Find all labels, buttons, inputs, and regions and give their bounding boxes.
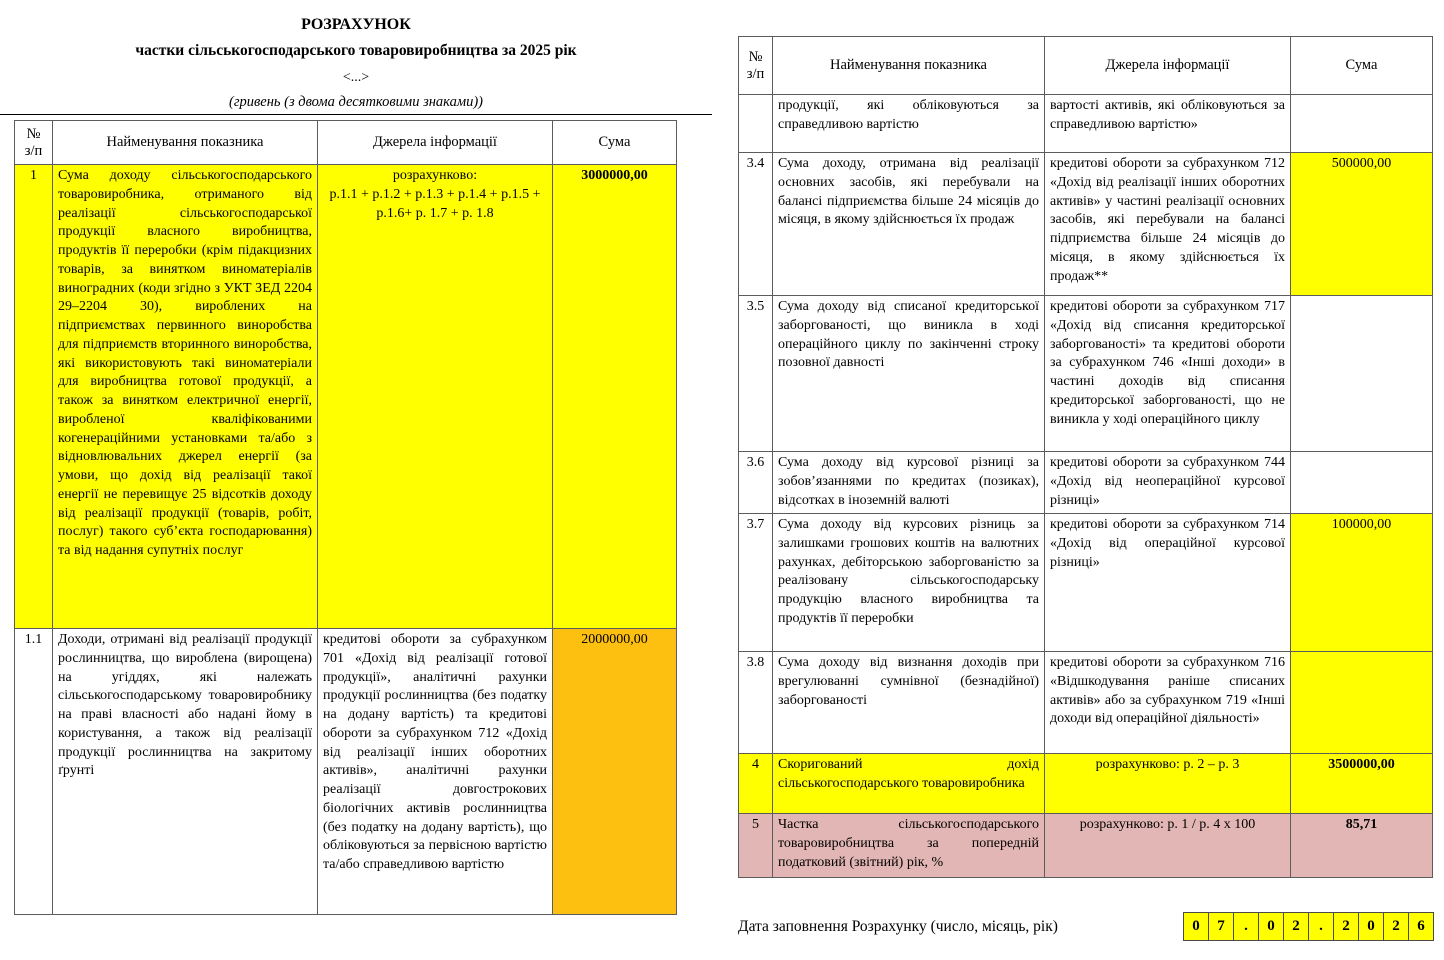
cell-name: Сума доходу, отримана від реалізації основних засобів, які перебували на балансі підприємства більше 24 місяців до місяця, в якому здійснюється їх продаж (773, 153, 1045, 296)
omitted-text-marker: <...> (342, 70, 370, 85)
table-row (15, 629, 677, 915)
cell-name: Скоригований дохід сільськогосподарського товаровиробника (773, 754, 1045, 814)
date-separator-box: . (1308, 912, 1334, 941)
source-label: розрахунково: (392, 168, 478, 183)
cell-num: 3.5 (739, 296, 773, 452)
cell-name: Сума доходу від визнання доходів при врегулюванні сумнівної (безнадійної) заборгованості (773, 652, 1045, 754)
cell-name: Сума доходу від курсових різниць за залишками грошових коштів на валютних рахунках, дебіторською заборгованістю за реалізовану сільськогосподарську продукцію власного виробництва та продуктів її переробки (773, 514, 1045, 652)
cell-name: Сума доходу сільськогосподарського товаровиробника, отриманого від реалізації сільськогосподарської продукції власного виробництва, продуктів її переробки (крім підакцизних товарів, за винятком виноматеріалів виноградних (коди згідно з УКТ ЗЕД 2204 29–2204 30), вироблених на підприємствах первинного виноробства для підприємств вторинного виноробства, які використовують такі виноматеріали для виробництва готової продукції, а також за винятком електричної енергії, виробленої кваліфікованими когенераційними установками та/або з відновлювальних джерел енергії (за умови, що дохід від реалізації такої енергії не перевищує 25 відсотків доходу від реалізації продукції (товарів, робіт, послуг) такого суб’єкта господарювання) та від надання супутніх послуг (53, 165, 318, 629)
cell-sum: 100000,00 (1291, 514, 1433, 652)
cell-num: 3.8 (739, 652, 773, 754)
table-row (739, 153, 1433, 296)
date-digit-box: 0 (1258, 912, 1284, 941)
cell-sum (1291, 95, 1433, 153)
cell-source: розрахунково: р. 2 – р. 3 (1045, 754, 1291, 814)
cell-sum: 85,71 (1291, 814, 1433, 878)
header-name: Найменування показника (773, 37, 1045, 95)
table-row (15, 165, 677, 629)
cell-source: розрахунково: р. 1 / р. 4 х 100 (1045, 814, 1291, 878)
cell-num: 3.6 (739, 452, 773, 514)
fill-date-row (738, 912, 1434, 941)
source-formula: р.1.1 + р.1.2 + р.1.3 + р.1.4 + р.1.5 + р.1.6+ р. 1.7 + р. 1.8 (329, 186, 541, 221)
calculation-table-right (738, 36, 1433, 878)
header-num-line2: з/п (24, 142, 43, 159)
date-digit-box: 6 (1408, 912, 1434, 941)
table-row (739, 754, 1433, 814)
cell-sum (1291, 296, 1433, 452)
cell-source: кредитові обороти за субрахунком 712 «Дохід від реалізації інших оборотних активів» у частині реалізації основних засобів, які перебували на балансі підприємства більше 24 місяців до місяця, в якому здійснюється їх продаж** (1045, 153, 1291, 296)
table-row (739, 296, 1433, 452)
date-digit-box: 2 (1383, 912, 1409, 941)
date-digit-box: 0 (1358, 912, 1384, 941)
table-row (739, 514, 1433, 652)
cell-sum: 3500000,00 (1291, 754, 1433, 814)
table-header-row (739, 37, 1433, 95)
table-row (739, 814, 1433, 878)
date-digit-box: 7 (1208, 912, 1234, 941)
header-num (739, 37, 773, 95)
cell-sum (1291, 652, 1433, 754)
calculation-table-left (14, 120, 677, 915)
cell-source: кредитові обороти за субрахунком 716 «Відшкодування раніше списаних активів» або за субрахунком 719 «Інші доходи від операційної діяльності» (1045, 652, 1291, 754)
cell-sum: 3000000,00 (553, 165, 677, 629)
cell-source (318, 165, 553, 629)
left-column (0, 0, 712, 915)
table-row (739, 452, 1433, 514)
header-sum: Сума (1291, 37, 1433, 95)
header-source: Джерела інформації (318, 121, 553, 165)
page-subtitle: частки сільськогосподарського товаровиробництва за 2025 рік (135, 42, 577, 59)
header-source: Джерела інформації (1045, 37, 1291, 95)
cell-source: кредитові обороти за субрахунком 701 «Дохід від реалізації готової продукції», аналітичні рахунки продукції рослинництва (без податку на додану вартість) та кредитові обороти за субрахунком 712 «Дохід від реалізації інших оборотних активів», аналітичні рахунки реалізації довгострокових біологічних активів рослинництва (без податку на додану вартість), що обліковуються за первісною вартістю та/або справедливою вартістю (318, 629, 553, 915)
fill-date-boxes (1183, 912, 1434, 941)
header-num-line1: № (748, 48, 763, 65)
units-note: (гривень (з двома десятковими знаками)) (0, 94, 712, 115)
table-row-continuation (739, 95, 1433, 153)
cell-num: 1.1 (15, 629, 53, 915)
table-header-row (15, 121, 677, 165)
cell-num: 4 (739, 754, 773, 814)
cell-source: вартості активів, які обліковуються за справедливою вартістю» (1045, 95, 1291, 153)
cell-name: Частка сільськогосподарського товаровиробництва за попередній податковий (звітний) рік, % (773, 814, 1045, 878)
cell-name: Доходи, отримані від реалізації продукції рослинництва, що вироблена (вирощена) на угіддях, які належать сільськогосподарському товаровиробнику на праві власності або надані йому в користування, а також від реалізації продукції рослинництва на закритому ґрунті (53, 629, 318, 915)
cell-name: продукції, які обліковуються за справедливою вартістю (773, 95, 1045, 153)
header-name: Найменування показника (53, 121, 318, 165)
header-num (15, 121, 53, 165)
cell-sum (1291, 452, 1433, 514)
cell-num: 3.4 (739, 153, 773, 296)
cell-num: 1 (15, 165, 53, 629)
cell-num: 5 (739, 814, 773, 878)
right-column (728, 0, 1434, 878)
cell-name: Сума доходу від курсової різниці за зобов’язаннями по кредитах (позиках), відсотках в іноземній валюті (773, 452, 1045, 514)
date-digit-box: 0 (1183, 912, 1209, 941)
table-row (739, 652, 1433, 754)
page-title: РОЗРАХУНОК (301, 16, 411, 33)
cell-num: 3.7 (739, 514, 773, 652)
header-num-line2: з/п (746, 65, 765, 82)
date-digit-box: 2 (1333, 912, 1359, 941)
cell-source: кредитові обороти за субрахунком 717 «Дохід від списання кредиторської заборгованості» та кредитові обороти за субрахунком 746 «Інші доходи» в частині доходів від списання кредиторської заборгованості, що не виникла у ході операційного циклу (1045, 296, 1291, 452)
cell-source: кредитові обороти за субрахунком 714 «Дохід від операційної курсової різниці» (1045, 514, 1291, 652)
cell-source: кредитові обороти за субрахунком 744 «Дохід від неопераційної курсової різниці» (1045, 452, 1291, 514)
cell-sum: 2000000,00 (553, 629, 677, 915)
cell-num (739, 95, 773, 153)
cell-name: Сума доходу від списаної кредиторської заборгованості, що виникла в ході операційного циклу по закінченні строку позовної давності (773, 296, 1045, 452)
date-separator-box: . (1233, 912, 1259, 941)
cell-sum: 500000,00 (1291, 153, 1433, 296)
header-sum: Сума (553, 121, 677, 165)
date-digit-box: 2 (1283, 912, 1309, 941)
fill-date-label: Дата заповнення Розрахунку (число, місяць, рік) (738, 917, 1058, 935)
header-num-line1: № (26, 125, 41, 142)
